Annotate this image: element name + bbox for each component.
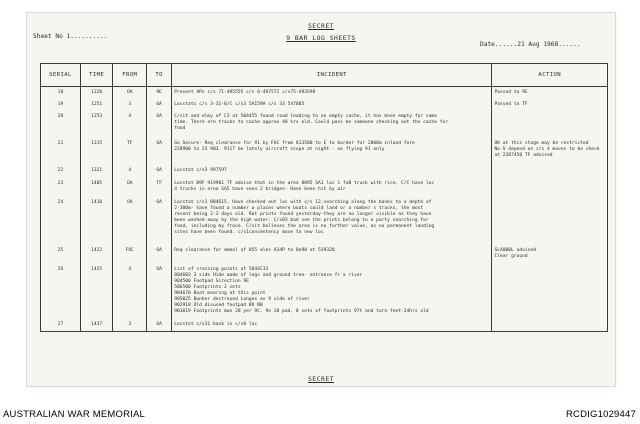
log-sheet <box>26 12 616 387</box>
incident-cell <box>172 264 492 319</box>
col-incident: INCIDENT <box>172 64 492 87</box>
action-cell <box>492 264 608 319</box>
table-row <box>41 264 608 319</box>
action-line: at 2207450 TF advised <box>494 153 553 158</box>
incident-line: Locstat c/s31 back in c/s0 loc <box>174 322 258 327</box>
incident-cell <box>172 245 492 264</box>
col-to: TO <box>147 64 172 87</box>
serial-cell: 21 <box>41 138 81 165</box>
incident-line: 902918 Old disused footpad BV N8 <box>174 303 263 308</box>
incident-cell <box>172 197 492 245</box>
to-cell: TF <box>147 178 172 197</box>
serial-cell: 18 <box>41 87 81 100</box>
incident-line: 904500 Footpad Sirection 9E <box>174 279 249 284</box>
record-id: RCDIG1029447 <box>566 409 636 420</box>
from-cell: 3 <box>113 99 147 111</box>
action-cell <box>492 99 608 111</box>
time-cell: 1405 <box>80 178 113 197</box>
incident-line: recent being 2-3 days old. Rat prints found yesterday-they are no longer visible as they have <box>174 212 432 217</box>
table-row <box>41 197 608 245</box>
to-cell: OA <box>147 165 172 178</box>
action-line: SLA000L advised <box>494 248 536 253</box>
to-cell: OA <box>147 245 172 264</box>
incident-line: Locstats c/s 3-31-8/C c/s3 5A159A c/s 33 547005 <box>174 102 305 107</box>
from-cell: FOC <box>113 245 147 264</box>
time-cell: 1321 <box>80 165 113 178</box>
time-cell: 1437 <box>80 319 113 332</box>
time-cell: 1425 <box>80 264 113 319</box>
table-row <box>41 111 608 138</box>
from-cell: 4 <box>113 165 147 178</box>
incident-cell <box>172 138 492 165</box>
table-header-row <box>41 64 608 87</box>
serial-cell: 25 <box>41 245 81 264</box>
incident-line: Locstat B9F 919901 TF advise that in the area 8095 SA1 loc 1 foB truck with rice, C/C have loc <box>174 181 435 186</box>
incident-cell <box>172 99 492 111</box>
serial-cell: 23 <box>41 178 81 197</box>
sheet-number: Sheet No 1.......... <box>33 33 108 40</box>
to-cell: OA <box>147 111 172 138</box>
action-cell <box>492 87 608 100</box>
incident-cell <box>172 178 492 197</box>
action-line: OK at this stage may be restricted <box>494 141 589 146</box>
table-row <box>41 138 608 165</box>
serial-cell: 20 <box>41 111 81 138</box>
incident-line: sites have been found. c/s1concentency move to new loc <box>174 230 324 235</box>
incident-line: 2-300m- have found a number a places where boats could land or a number s tracks, the most <box>174 206 424 211</box>
table-row <box>41 99 608 111</box>
incident-cell <box>172 165 492 178</box>
incident-line: 4 trucks in area SA5 have seen 2 bridges- Have been hit by air <box>174 187 346 192</box>
incident-line: 905025 Bunker destroyed Longes as 9 side of river <box>174 297 310 302</box>
table-row <box>41 165 608 178</box>
incident-line: Locstat c/s3 997597 <box>174 168 227 173</box>
to-cell: 9E <box>147 87 172 100</box>
col-serial: SERIAL <box>41 64 81 87</box>
incident-line: Go Secure- Req clearance for 91 by FAC from 813500 to E to border for 2000m inland fore <box>174 141 415 146</box>
incident-line: List of crossing points at 504SC33 <box>174 267 269 272</box>
action-cell <box>492 165 608 178</box>
serial-cell: 22 <box>41 165 81 178</box>
classification-top: SECRET <box>307 22 335 30</box>
incident-line: food, including my froce. C/sit believes the area is no further value, as no permanent landing <box>174 224 435 229</box>
time-cell: 1220 <box>80 87 113 100</box>
action-line: Passed to 9E <box>494 90 528 95</box>
incident-line: Req clearance for demal of 855 alos A34P to 0a90 at 539320 <box>174 248 335 253</box>
classification-bottom: SECRET <box>307 375 335 383</box>
time-cell: 1315 <box>80 138 113 165</box>
to-cell: OA <box>147 138 172 165</box>
incident-line: food <box>174 126 186 131</box>
action-line: No V depend on c/s 4 moves to be check <box>494 147 600 152</box>
archive-source: AUSTRALIAN WAR MEMORIAL <box>3 409 146 420</box>
time-cell: 1422 <box>80 245 113 264</box>
to-cell: OA <box>147 197 172 245</box>
incident-line: Present APs c/s 71-495555 c/s 6-497572 c/s75-493598 <box>174 90 316 95</box>
from-cell: OA <box>113 87 147 100</box>
serial-cell: 24 <box>41 197 81 245</box>
serial-cell: 19 <box>41 99 81 111</box>
from-cell: OA <box>113 178 147 197</box>
incident-line: been washed away by the high water. C/s83 bad see the prints belong to a party searching for <box>174 218 429 223</box>
incident-line: 506500 Footprints 2 sets <box>174 285 241 290</box>
incident-cell <box>172 87 492 100</box>
col-from: FROM <box>113 64 147 87</box>
log-table <box>40 63 608 332</box>
incident-line: Locstat c/s1 804615. Have checked out loc with c/s 12,searching along the banks to a depth of <box>174 200 432 205</box>
time-cell: 1251 <box>80 99 113 111</box>
incident-line: C/sit and elmy of C3 at 504455 found road leading to an empty cache, it has been empty for some <box>174 114 437 119</box>
from-cell: OA <box>113 197 147 245</box>
action-cell <box>492 197 608 245</box>
serial-cell: 27 <box>41 319 81 332</box>
serial-cell: 26 <box>41 264 81 319</box>
action-cell <box>492 178 608 197</box>
time-cell: 1410 <box>80 197 113 245</box>
time-cell: 1253 <box>80 111 113 138</box>
table-row <box>41 87 608 100</box>
table-row <box>41 245 608 264</box>
action-cell <box>492 138 608 165</box>
from-cell: 4 <box>113 111 147 138</box>
action-cell <box>492 319 608 332</box>
col-action: ACTION <box>492 64 608 87</box>
table-row <box>41 319 608 332</box>
from-cell: TF <box>113 138 147 165</box>
action-cell <box>492 111 608 138</box>
incident-line: time. There are tracks to cache approx 48 hrs old. Could poss be someone checking out the cache for <box>174 120 449 125</box>
from-cell: 3 <box>113 319 147 332</box>
to-cell: OA <box>147 319 172 332</box>
incident-cell <box>172 111 492 138</box>
col-time: TIME <box>80 64 113 87</box>
sheet-title: 9 BAR LOG SHEETS <box>286 34 356 42</box>
table-row <box>41 178 608 197</box>
action-cell <box>492 245 608 264</box>
sheet-date: Date......21 Aug 1968...... <box>480 41 581 48</box>
incident-line: 901019 Footprints man 28 yer 9C, 9e 20 pad, 8 sets of footprints 97t and turn feet-24hrs old <box>174 309 429 314</box>
from-cell: 4 <box>113 264 147 319</box>
incident-line: 804603 3 side Hide made of legs and ground tree- entrance fr a river <box>174 273 363 278</box>
incident-cell <box>172 319 492 332</box>
to-cell: OA <box>147 99 172 111</box>
incident-line: 904670 Boat mooring at this point <box>174 291 266 296</box>
action-line: Clear ground <box>494 254 528 259</box>
to-cell: OA <box>147 264 172 319</box>
incident-line: 228900 to 23 903. 9117 be lately aircraft scope at night - no flying 91 only <box>174 147 385 152</box>
action-line: Passed to TF <box>494 102 528 107</box>
